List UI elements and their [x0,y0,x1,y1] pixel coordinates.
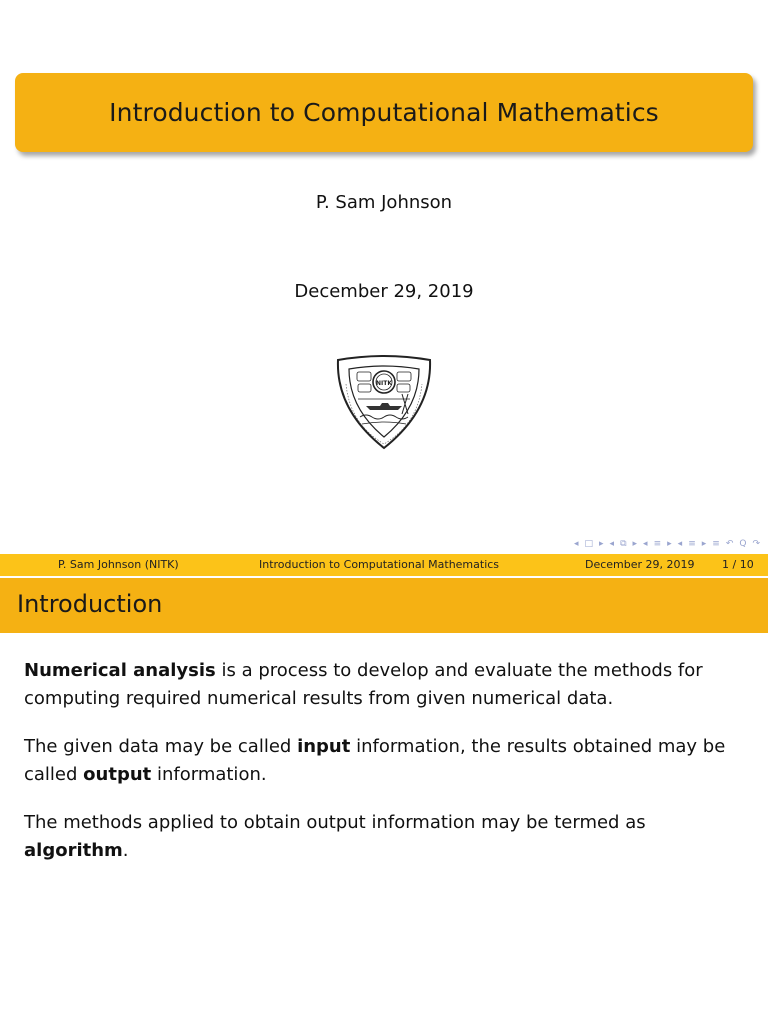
paragraph-algorithm [24,809,749,865]
footer-author: P. Sam Johnson (NITK) [58,558,179,571]
paragraph-input-output [24,733,749,789]
paragraph-text: information. [151,764,267,785]
slide-content [24,657,749,885]
nav-frame-icon[interactable]: ⧉ [620,539,627,549]
footer-page-number: 1 / 10 [722,558,754,571]
paragraph-numerical-analysis [24,657,749,713]
nav-prev-section-icon[interactable]: ◂ [677,539,683,549]
nav-next-section-icon[interactable]: ▸ [701,539,707,549]
nav-next-frame-icon[interactable]: ▸ [632,539,638,549]
svg-text:NITK: NITK [376,380,392,387]
term-numerical-analysis: Numerical analysis [24,660,216,681]
nav-toc-icon[interactable]: ≡ [712,539,720,549]
paragraph-text: . [122,840,129,861]
frame-title: Introduction [17,590,163,618]
footer-date: December 29, 2019 [585,558,695,571]
beamer-navigation[interactable] [574,536,760,552]
nav-prev-frame-icon[interactable]: ◂ [609,539,615,549]
nav-next-subsection-icon[interactable]: ▸ [667,539,672,549]
nav-section-icon[interactable]: ≡ [688,539,696,549]
nav-search-icon[interactable]: Q [739,539,747,549]
term-input: input [297,736,351,757]
nav-next-slide-icon[interactable]: ▸ [599,539,604,549]
presentation-title: Introduction to Computational Mathematics [109,98,659,127]
nav-prev-slide-icon[interactable]: ◂ [573,539,579,549]
term-output: output [83,764,152,785]
nav-slide-icon[interactable]: □ [584,539,594,549]
paragraph-text: information, the results obtained may be called [24,736,726,785]
paragraph-text: The methods applied to obtain output information may be termed as [24,812,646,833]
nav-forward-icon[interactable]: ↷ [752,539,760,549]
nav-prev-subsection-icon[interactable]: ◂ [643,539,648,549]
frame-title-bar [0,578,768,633]
nav-back-icon[interactable]: ↶ [725,539,734,549]
title-block [15,73,753,152]
term-algorithm: algorithm [24,840,123,861]
nitk-emblem-icon [332,354,436,452]
slide-footer [0,554,768,576]
nav-subsection-icon[interactable]: ≡ [653,539,662,549]
author-name: P. Sam Johnson [315,192,453,213]
presentation-date: December 29, 2019 [294,281,474,302]
paragraph-text: is a process to develop and evaluate the methods for computing required numerical results from given numerical data. [24,660,703,709]
paragraph-text: The given data may be called [24,736,298,757]
footer-title: Introduction to Computational Mathematics [259,558,500,571]
